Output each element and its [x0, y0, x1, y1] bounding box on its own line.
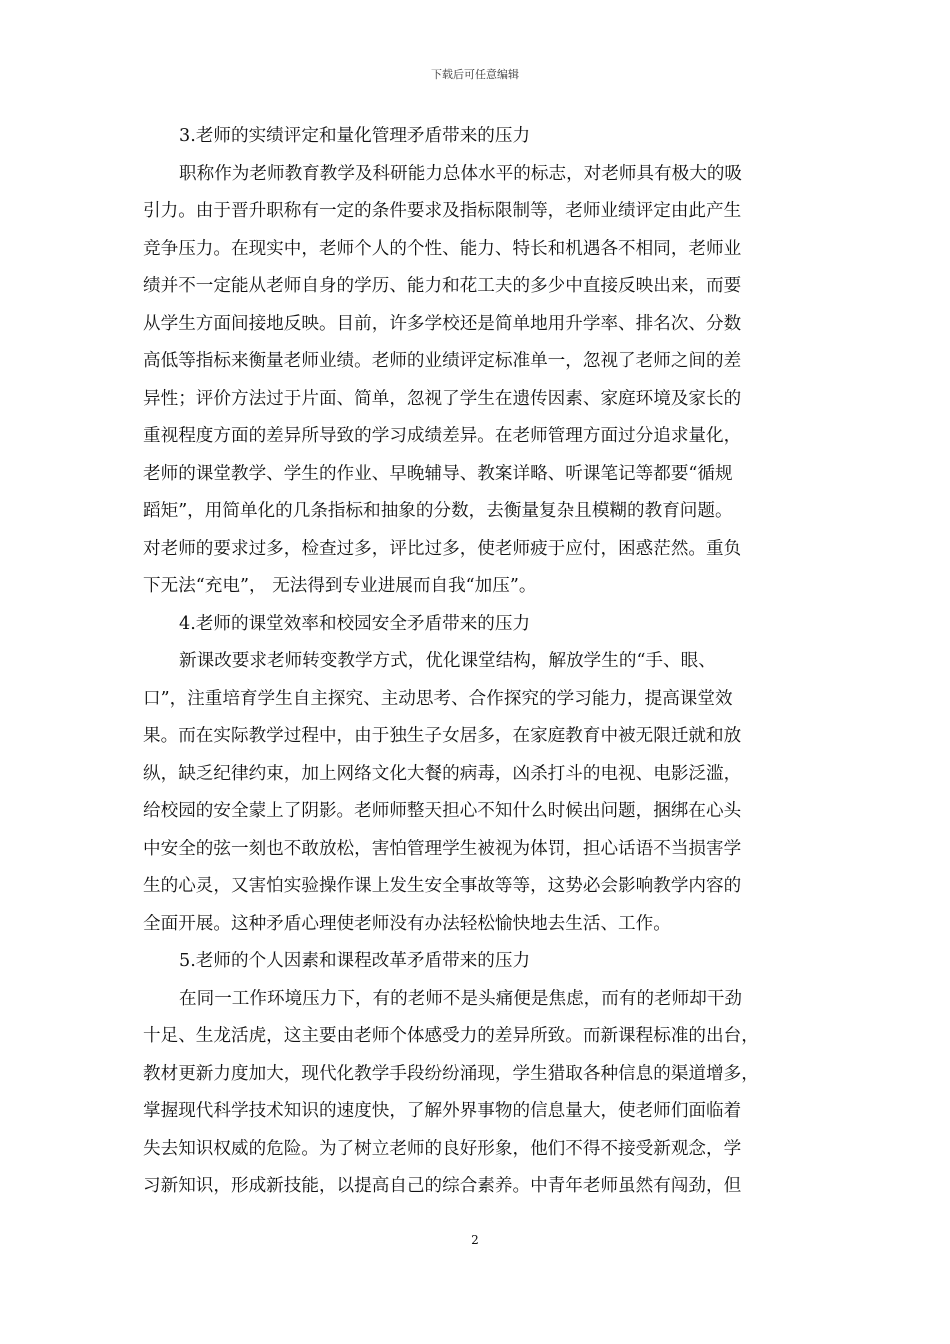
paragraph-line: 生的心灵，又害怕实验操作课上发生安全事故等等，这势必会影响教学内容的	[143, 876, 742, 896]
paragraph-line: 蹈矩”，用简单化的几条指标和抽象的分数，去衡量复杂且模糊的教育问题。	[143, 501, 733, 521]
paragraph-line: 习新知识，形成新技能，以提高自己的综合素养。中青年老师虽然有闯劲，但	[143, 1176, 742, 1196]
page-header: 下载后可任意编辑	[431, 68, 519, 81]
paragraph-line: 失去知识权威的危险。为了树立老师的良好形象，他们不得不接受新观念，学	[143, 1138, 742, 1159]
paragraph-line: 高低等指标来衡量老师业绩。老师的业绩评定标准单一，忽视了老师之间的差	[143, 351, 742, 371]
paragraph-line: 引力。由于晋升职称有一定的条件要求及指标限制等，老师业绩评定由此产生	[143, 201, 742, 221]
paragraph-line: 新课改要求老师转变教学方式，优化课堂结构，解放学生的“手、眼、	[179, 651, 716, 671]
paragraph-line: 对老师的要求过多，检查过多，评比过多，使老师疲于应付，困惑茫然。重负	[143, 538, 742, 559]
paragraph-line: 重视程度方面的差异所导致的学习成绩差异。在老师管理方面过分追求量化，	[143, 426, 742, 446]
paragraph-line: 十足、生龙活虎，这主要由老师个体感受力的差异所致。而新课程标准的出台，	[143, 1026, 759, 1046]
paragraph-line: 老师的课堂教学、学生的作业、早晚辅导、教案详略、听课笔记等都要“循规	[143, 463, 733, 484]
page-number: 2	[471, 1233, 479, 1247]
paragraph-line: 掌握现代科学技术知识的速度快，了解外界事物的信息量大，使老师们面临着	[143, 1101, 742, 1121]
paragraph-line: 职称作为老师教育教学及科研能力总体水平的标志，对老师具有极大的吸	[179, 163, 743, 184]
paragraph-line: 纵，缺乏纪律约束，加上网络文化大餐的病毒，凶杀打斗的电视、电影泛滥，	[143, 763, 742, 784]
paragraph-line: 给校园的安全蒙上了阴影。老师师整天担心不知什么时候出问题，捆绑在心头	[143, 801, 742, 821]
paragraph-line: 竞争压力。在现实中，老师个人的个性、能力、特长和机遇各不相同，老师业	[143, 238, 742, 259]
paragraph-line: 下无法“充电”， 无法得到专业进展而自我“加压”。	[143, 576, 537, 596]
paragraph-line: 全面开展。这种矛盾心理使老师没有办法轻松愉快地去生活、工作。	[143, 913, 671, 934]
section-heading: 5.老师的个人因素和课程改革矛盾带来的压力	[179, 951, 531, 971]
paragraph-line: 口”，注重培育学生自主探究、主动思考、合作探究的学习能力，提高课堂效	[143, 688, 733, 709]
paragraph-line: 果。而在实际教学过程中，由于独生子女居多，在家庭教育中被无限迁就和放	[143, 726, 742, 746]
paragraph-line: 从学生方面间接地反映。目前，许多学校还是简单地用升学率、排名次、分数	[143, 313, 742, 334]
paragraph-line: 中安全的弦一刻也不敢放松，害怕管理学生被视为体罚，担心话语不当损害学	[143, 838, 742, 859]
section-heading: 4.老师的课堂效率和校园安全矛盾带来的压力	[179, 613, 531, 634]
section-heading: 3.老师的实绩评定和量化管理矛盾带来的压力	[179, 126, 531, 146]
paragraph-line: 绩并不一定能从老师自身的学历、能力和花工夫的多少中直接反映出来，而要	[143, 276, 742, 296]
paragraph-line: 在同一工作环境压力下，有的老师不是头痛便是焦虑，而有的老师却干劲	[179, 988, 743, 1009]
paragraph-line: 异性；评价方法过于片面、简单，忽视了学生在遗传因素、家庭环境及家长的	[143, 388, 742, 409]
paragraph-line: 教材更新力度加大，现代化教学手段纷纷涌现，学生猎取各种信息的渠道增多，	[143, 1063, 759, 1084]
document-body	[143, 118, 813, 1206]
